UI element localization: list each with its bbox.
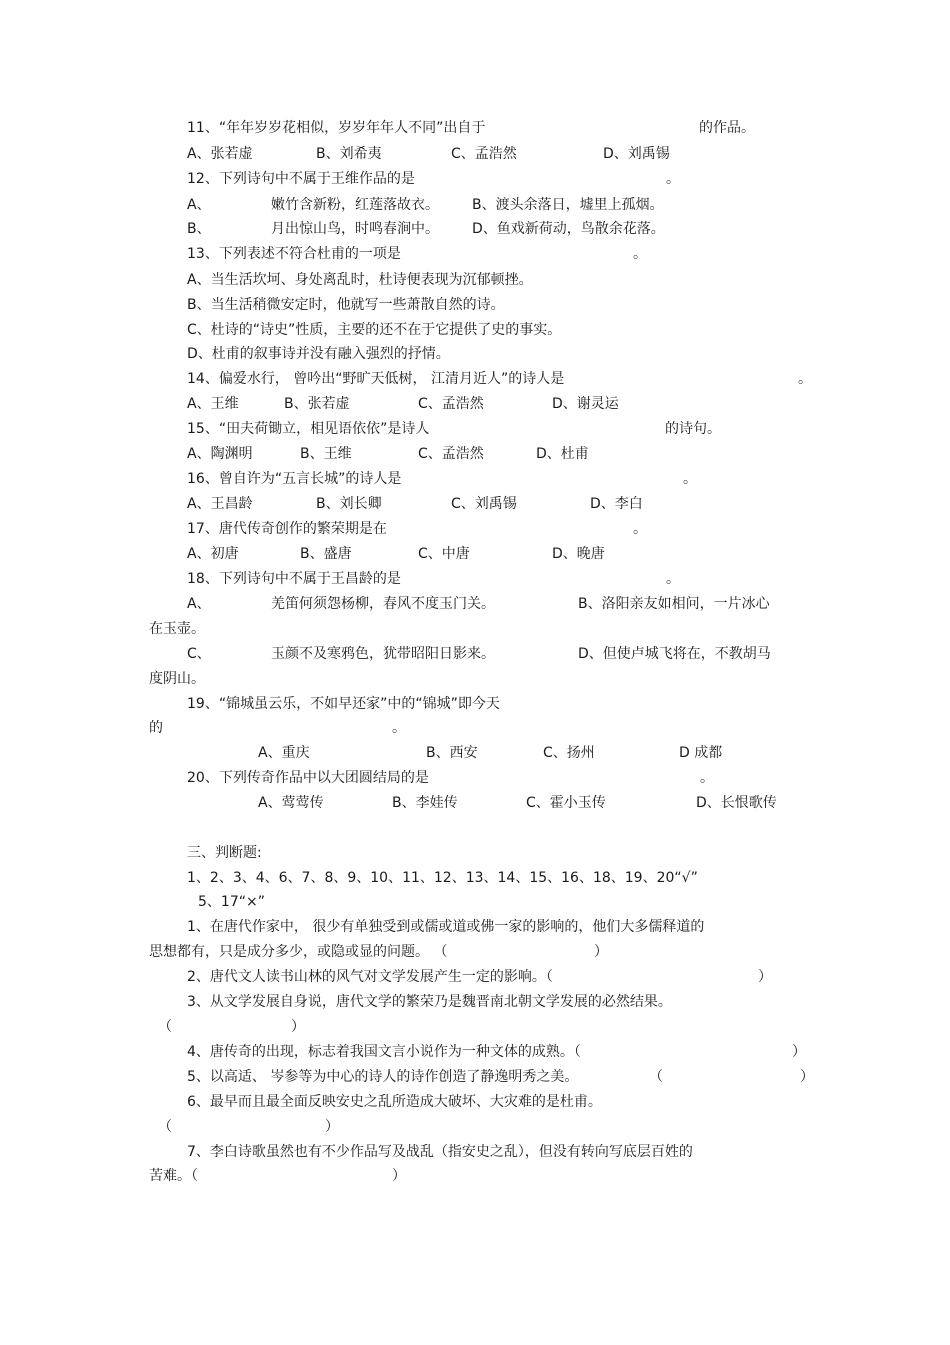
judge-item-7-line2: 苦难。（ bbox=[149, 1168, 198, 1184]
q14-stem: 14、偏爱水行， 曾吟出“野旷天低树， 江清月近人”的诗人是 bbox=[187, 371, 565, 387]
q20-option-d: D、长恨歌传 bbox=[696, 795, 777, 811]
q11-stem: 11、“年年岁岁花相似，岁岁年年人不同”出自于 bbox=[187, 120, 486, 136]
q12-option-b2-text: 月出惊山鸟，时鸣春涧中。 bbox=[271, 221, 439, 237]
q14-option-a: A、王维 bbox=[187, 396, 239, 412]
judge-item-3-line1: 3、从文学发展自身说，唐代文学的繁荣乃是魏晋南北朝文学发展的必然结果。 bbox=[187, 994, 672, 1010]
q19-tail: 。 bbox=[392, 720, 406, 736]
q14-option-c: C、孟浩然 bbox=[418, 396, 484, 412]
judge-item-4-close: ） bbox=[792, 1044, 806, 1060]
q18-option-d-line1: D、但使卢城飞将在，不教胡马 bbox=[578, 646, 771, 662]
q12-option-d: D、鱼戏新荷动，鸟散余花落。 bbox=[472, 221, 665, 237]
q13-tail: 。 bbox=[633, 246, 647, 262]
q18-option-c-text: 玉颜不及寒鸦色，犹带昭阳日影来。 bbox=[271, 646, 495, 662]
q17-option-a: A、初唐 bbox=[187, 546, 239, 562]
judge-item-6-open: （ bbox=[158, 1119, 172, 1135]
judge-item-5: 5、以高适、 岑参等为中心的诗人的诗作创造了静逸明秀之美。 bbox=[187, 1069, 579, 1085]
q15-stem: 15、“田夫荷锄立，相见语依依”是诗人 bbox=[187, 421, 430, 437]
q16-stem: 16、曾自许为“五言长城”的诗人是 bbox=[187, 471, 402, 487]
q20-option-c: C、霍小玉传 bbox=[526, 795, 606, 811]
q16-tail: 。 bbox=[683, 471, 697, 487]
q13-option-d: D、杜甫的叙事诗并没有融入强烈的抒情。 bbox=[187, 346, 450, 362]
judge-item-4: 4、唐传奇的出现，标志着我国文言小说作为一种文体的成熟。（ bbox=[187, 1044, 581, 1060]
judge-item-5-open: （ bbox=[649, 1069, 663, 1085]
q18-tail: 。 bbox=[666, 571, 680, 587]
q18-option-b-line2: 在玉壶。 bbox=[149, 621, 205, 637]
q12-stem: 12、下列诗句中不属于王维作品的是 bbox=[187, 171, 415, 187]
q20-option-b: B、李娃传 bbox=[392, 795, 458, 811]
judge-item-2: 2、唐代文人读书山林的风气对文学发展产生一定的影响。（ bbox=[187, 969, 553, 985]
q12-option-a-text: 嫩竹含新粉，红莲落故衣。 bbox=[271, 197, 439, 213]
q11-option-c: C、孟浩然 bbox=[451, 146, 517, 162]
q11-tail: 的作品。 bbox=[699, 120, 755, 136]
q14-option-d: D、谢灵运 bbox=[552, 396, 619, 412]
q16-option-d: D、李白 bbox=[590, 496, 643, 512]
judge-item-1-line1: 1、在唐代作家中， 很少有单独受到或儒或道或佛一家的影响的，他们大多儒释道的 bbox=[187, 919, 705, 935]
q20-tail: 。 bbox=[700, 770, 714, 786]
q12-option-b2-label: B、 bbox=[187, 221, 211, 237]
q12-tail: 。 bbox=[666, 171, 680, 187]
judge-item-1-line2: 思想都有，只是成分多少，或隐或显的问题。 （ bbox=[149, 944, 448, 960]
q19-option-b: B、西安 bbox=[426, 745, 478, 761]
q20-option-a: A、莺莺传 bbox=[258, 795, 324, 811]
judge-item-6-close: ） bbox=[325, 1119, 339, 1135]
q18-option-a-label: A、 bbox=[187, 596, 211, 612]
q20-stem: 20、下列传奇作品中以大团圆结局的是 bbox=[187, 770, 429, 786]
q19-stem-continued: 的 bbox=[149, 720, 163, 736]
judge-item-5-close: ） bbox=[800, 1069, 814, 1085]
q19-stem: 19、“锦城虽云乐，不如早还家”中的“锦城”即今天 bbox=[187, 696, 500, 712]
answer-key-false: 5、17“×” bbox=[198, 894, 265, 910]
q12-option-b: B、渡头余落日，墟里上孤烟。 bbox=[472, 197, 664, 213]
q14-option-b: B、张若虚 bbox=[284, 396, 350, 412]
q15-option-c: C、孟浩然 bbox=[418, 446, 484, 462]
q13-option-a: A、当生活坎坷、身处离乱时，杜诗便表现为沉郁顿挫。 bbox=[187, 272, 533, 288]
q15-option-b: B、王维 bbox=[300, 446, 352, 462]
judge-item-7-close: ） bbox=[392, 1168, 406, 1184]
judge-item-7-line1: 7、李白诗歌虽然也有不少作品写及战乱（指安史之乱），但没有转向写底层百姓的 bbox=[187, 1144, 693, 1160]
q18-option-b-line1: B、洛阳亲友如相问，一片冰心 bbox=[578, 596, 770, 612]
q12-option-a-label: A、 bbox=[187, 197, 211, 213]
q17-tail: 。 bbox=[633, 521, 647, 537]
q15-option-d: D、杜甫 bbox=[536, 446, 589, 462]
q18-option-d-line2: 度阴山。 bbox=[149, 671, 205, 687]
q15-option-a: A、陶渊明 bbox=[187, 446, 253, 462]
q19-option-a: A、重庆 bbox=[258, 745, 310, 761]
q11-option-a: A、张若虚 bbox=[187, 146, 253, 162]
q18-option-c-label: C、 bbox=[187, 646, 211, 662]
q15-tail: 的诗句。 bbox=[665, 421, 721, 437]
answer-key-true: 1、2、3、4、6、7、8、9、10、11、12、13、14、15、16、18、19、20“√” bbox=[187, 870, 698, 886]
judge-item-6-line1: 6、最早而且最全面反映安史之乱所造成大破坏、大灾难的是杜甫。 bbox=[187, 1094, 602, 1110]
judge-item-1-close: ） bbox=[594, 944, 608, 960]
q18-option-a-text: 羌笛何须怨杨柳，春风不度玉门关。 bbox=[271, 596, 495, 612]
q17-stem: 17、唐代传奇创作的繁荣期是在 bbox=[187, 521, 387, 537]
q11-option-b: B、刘希夷 bbox=[316, 146, 382, 162]
judge-item-2-close: ） bbox=[758, 969, 772, 985]
q16-option-b: B、刘长卿 bbox=[316, 496, 382, 512]
section-heading: 三、判断题: bbox=[187, 845, 262, 861]
q11-option-d: D、刘禹锡 bbox=[603, 146, 670, 162]
judge-item-3-open: （ bbox=[158, 1019, 172, 1035]
q17-option-b: B、盛唐 bbox=[300, 546, 352, 562]
q16-option-a: A、王昌龄 bbox=[187, 496, 253, 512]
q16-option-c: C、刘禹锡 bbox=[451, 496, 517, 512]
q18-stem: 18、下列诗句中不属于王昌龄的是 bbox=[187, 571, 401, 587]
q14-tail: 。 bbox=[798, 371, 812, 387]
q17-option-d: D、晚唐 bbox=[552, 546, 605, 562]
judge-item-3-close: ） bbox=[291, 1019, 305, 1035]
q19-option-d: D 成都 bbox=[679, 745, 723, 761]
q19-option-c: C、扬州 bbox=[543, 745, 595, 761]
q13-stem: 13、下列表述不符合杜甫的一项是 bbox=[187, 246, 401, 262]
q13-option-c: C、杜诗的“诗史”性质，主要的还不在于它提供了史的事实。 bbox=[187, 322, 562, 338]
q17-option-c: C、中唐 bbox=[418, 546, 470, 562]
q13-option-b: B、当生活稍微安定时，他就写一些萧散自然的诗。 bbox=[187, 297, 505, 313]
